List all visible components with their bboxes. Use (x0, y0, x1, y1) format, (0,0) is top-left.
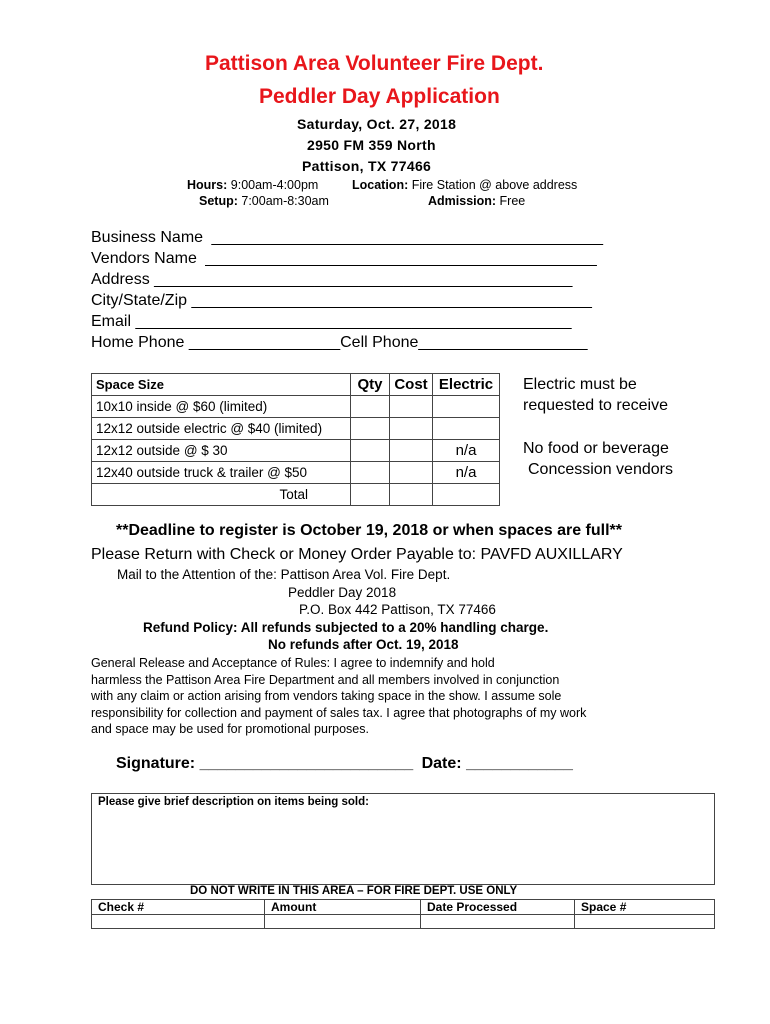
business-name-label: Business Name (91, 229, 204, 246)
vendors-name-label: Vendors Name (91, 250, 197, 267)
hours-info (187, 178, 318, 192)
refund-policy: Refund Policy: All refunds subjected to a 20% handling charge. (143, 620, 549, 635)
admission-label: Admission: (428, 194, 497, 208)
total-row (92, 484, 500, 506)
total-label: Total (92, 484, 351, 506)
electric-cell: n/a (433, 440, 500, 462)
check-number-cell (92, 915, 265, 929)
space-table (91, 373, 500, 506)
event-street: 2950 FM 359 North (307, 137, 436, 153)
vendors-name-line[interactable]: ____________________________________________ (205, 250, 597, 267)
date-label: Date: (421, 755, 462, 772)
table-row (92, 440, 500, 462)
table-row (92, 396, 500, 418)
qty-cell[interactable] (351, 440, 390, 462)
date-line[interactable]: ____________ (466, 755, 573, 772)
email-label: Email (91, 313, 132, 330)
header-qty: Qty (351, 374, 390, 396)
mail-line-2: Peddler Day 2018 (288, 585, 397, 600)
space-number-cell (575, 915, 715, 929)
space-size-cell: 12x12 outside @ $ 30 (92, 440, 351, 462)
city-state-zip-line[interactable]: _____________________________________________ (191, 292, 592, 309)
office-entry-row (92, 915, 715, 929)
office-use-table (91, 899, 715, 929)
home-phone-line[interactable]: _________________ (188, 334, 341, 351)
setup-info (199, 194, 329, 208)
city-state-zip-label: City/State/Zip (91, 292, 188, 309)
check-number-header: Check # (92, 900, 265, 915)
office-use-notice: DO NOT WRITE IN THIS AREA – FOR FIRE DEPT. USE ONLY (190, 885, 518, 897)
cell-phone-line[interactable]: ___________________ (418, 334, 588, 351)
space-number-header: Space # (575, 900, 715, 915)
qty-cell[interactable] (351, 396, 390, 418)
space-size-cell: 12x40 outside truck & trailer @ $50 (92, 462, 351, 484)
total-electric-cell[interactable] (433, 484, 500, 506)
header-cost: Cost (390, 374, 433, 396)
admission-value: Free (499, 194, 526, 208)
release-line: harmless the Pattison Area Fire Department and all members involved in conjunction (91, 672, 560, 687)
description-prompt: Please give brief description on items being sold: (98, 796, 369, 808)
setup-label: Setup: (199, 194, 238, 208)
setup-value: 7:00am-8:30am (241, 194, 329, 208)
release-line: responsibility for collection and payment of sales tax. I agree that photographs of my work (91, 705, 587, 720)
signature-line[interactable]: ________________________ (199, 755, 414, 772)
business-name-field[interactable] (91, 229, 603, 247)
food-note-1: No food or beverage (523, 440, 669, 457)
amount-cell (265, 915, 421, 929)
table-row (92, 462, 500, 484)
electric-note-2: requested to receive (523, 397, 668, 414)
qty-cell[interactable] (351, 462, 390, 484)
mail-line-1: Mail to the Attention of the: Pattison Area Vol. Fire Dept. (117, 567, 451, 582)
city-state-zip-field[interactable] (91, 292, 592, 310)
org-title: Pattison Area Volunteer Fire Dept. (205, 52, 544, 75)
deadline-notice: **Deadline to register is October 19, 2018 or when spaces are full** (116, 522, 622, 539)
signature-row (116, 755, 573, 773)
location-value: Fire Station @ above address (411, 178, 578, 192)
total-cost-cell[interactable] (390, 484, 433, 506)
release-text (91, 655, 586, 738)
phone-field[interactable] (91, 334, 587, 352)
home-phone-label: Home Phone (91, 334, 185, 351)
release-line: and space may be used for promotional purposes. (91, 722, 369, 737)
cost-cell[interactable] (390, 396, 433, 418)
qty-cell[interactable] (351, 418, 390, 440)
email-field[interactable] (91, 313, 572, 331)
business-name-line[interactable]: ____________________________________________ (211, 229, 604, 246)
electric-note-1: Electric must be (523, 376, 637, 393)
hours-label: Hours: (187, 178, 228, 192)
event-city: Pattison, TX 77466 (302, 158, 432, 174)
office-header-row (92, 900, 715, 915)
cost-cell[interactable] (390, 462, 433, 484)
electric-cell: n/a (433, 462, 500, 484)
admission-info (428, 194, 525, 208)
address-line[interactable]: _______________________________________________ (154, 271, 573, 288)
header-electric: Electric (433, 374, 500, 396)
hours-value: 9:00am-4:00pm (230, 178, 319, 192)
cost-cell[interactable] (390, 418, 433, 440)
email-line[interactable]: _________________________________________________ (135, 313, 572, 330)
total-qty-cell[interactable] (351, 484, 390, 506)
space-table-header (92, 374, 500, 396)
date-processed-header: Date Processed (421, 900, 575, 915)
description-box[interactable] (91, 793, 715, 885)
refund-deadline: No refunds after Oct. 19, 2018 (268, 637, 459, 652)
date-processed-cell (421, 915, 575, 929)
header-space-size: Space Size (92, 374, 351, 396)
cost-cell[interactable] (390, 440, 433, 462)
release-line: with any claim or action arising from vendors taking space in the show. I assume sole (91, 689, 562, 704)
space-size-cell: 12x12 outside electric @ $40 (limited) (92, 418, 351, 440)
return-instructions: Please Return with Check or Money Order Payable to: PAVFD AUXILLARY (91, 546, 623, 563)
release-line: General Release and Acceptance of Rules: I agree to indemnify and hold (91, 656, 495, 670)
table-row (92, 418, 500, 440)
food-note-2: Concession vendors (528, 461, 673, 478)
cell-phone-label: Cell Phone (340, 334, 419, 351)
amount-header: Amount (265, 900, 421, 915)
location-label: Location: (352, 178, 409, 192)
space-size-cell: 10x10 inside @ $60 (limited) (92, 396, 351, 418)
address-label: Address (91, 271, 150, 288)
electric-cell[interactable] (433, 396, 500, 418)
event-date: Saturday, Oct. 27, 2018 (297, 116, 457, 132)
location-info (352, 178, 577, 192)
form-title: Peddler Day Application (259, 85, 500, 108)
vendors-name-field[interactable] (91, 250, 597, 268)
electric-cell[interactable] (433, 418, 500, 440)
signature-label: Signature: (116, 755, 196, 772)
address-field[interactable] (91, 271, 572, 289)
mail-line-3: P.O. Box 442 Pattison, TX 77466 (299, 602, 496, 617)
